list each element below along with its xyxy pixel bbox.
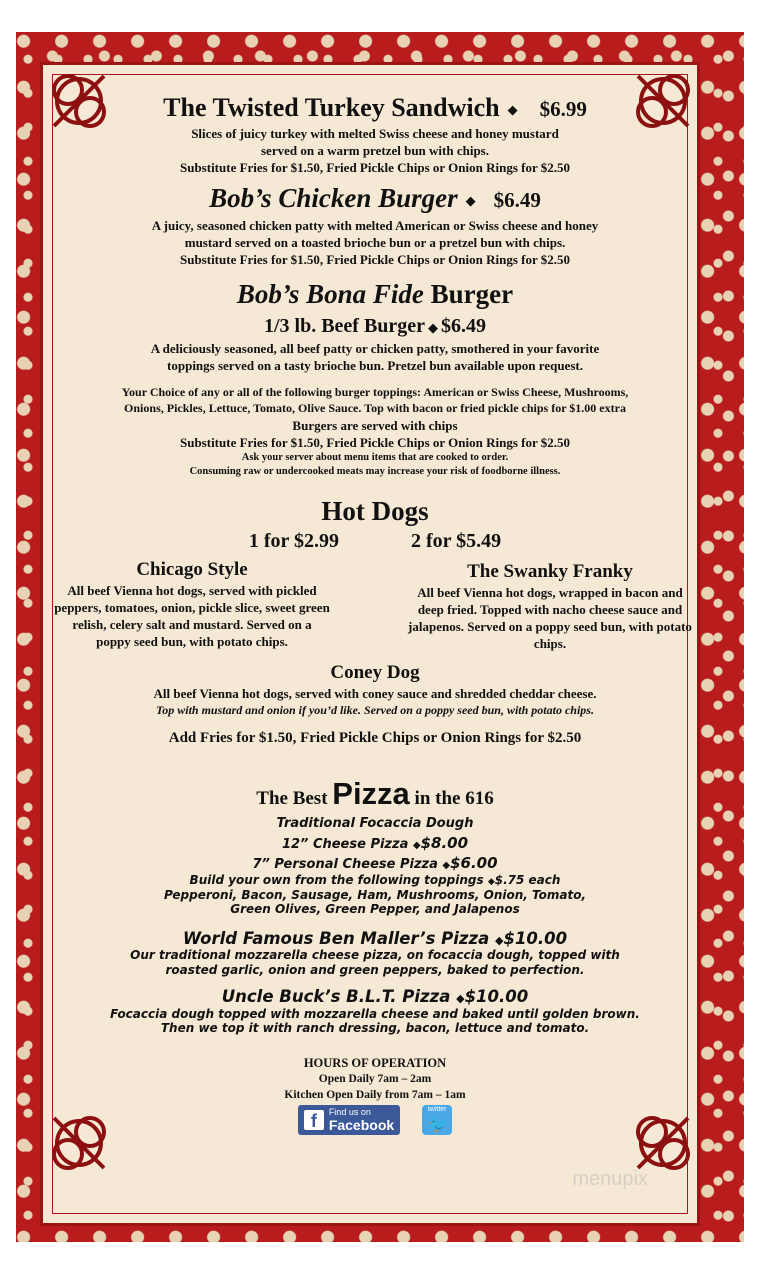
item-description: mustard served on a toasted brioche bun or a pretzel bun with chips. [184, 234, 566, 250]
open-hours: Open Daily 7am – 2am [318, 1072, 432, 1085]
item-description: All beef Vienna hot dogs, wrapped in bacon and [417, 585, 683, 601]
item-title: World Famous Ben Maller’s Pizza [182, 928, 490, 948]
coney-dog [60, 662, 690, 719]
item-description: jalapenos. Served on a poppy seed bun, with potato [408, 619, 692, 635]
watermark: menupix [572, 1168, 648, 1190]
bona-fide-burger-section [60, 278, 690, 479]
turkey-title-line [60, 92, 690, 123]
item-description: toppings served on a tasty brioche bun. Pretzel bun available upon request. [167, 357, 583, 373]
chicken-burger-section [60, 182, 690, 267]
diamond-icon: ◆ [456, 992, 465, 1006]
facebook-icon: f [304, 1110, 324, 1130]
item-title: The Swanky Franky [467, 561, 633, 583]
add-sides-note: Add Fries for $1.50, Fried Pickle Chips or Onion Rings for $2.50 [168, 729, 582, 746]
twitter-button[interactable] [422, 1105, 452, 1135]
facebook-button[interactable] [298, 1105, 400, 1135]
build-price: $.75 each [494, 872, 561, 887]
chicken-title-line [60, 182, 690, 214]
price-two: 2 for $5.49 [411, 530, 502, 553]
social-links [60, 1105, 690, 1135]
pizza-section [60, 775, 690, 1036]
build-your-own [60, 873, 690, 888]
item-description: roasted garlic, onion and green peppers, baked to perfection. [165, 962, 585, 977]
health-warning: Consuming raw or undercooked meats may increase your risk of foodborne illness. [189, 465, 561, 477]
item-description: Our traditional mozzarella cheese pizza, on focaccia dough, topped with [130, 948, 620, 963]
burger-title [60, 278, 690, 310]
item-description: deep fried. Topped with nacho cheese sauce and [417, 602, 683, 618]
toppings-choice: Your Choice of any or all of the following burger toppings: American or Swiss Cheese, Mushrooms, [121, 384, 629, 399]
swanky-franky [400, 559, 700, 652]
diamond-icon: ◆ [507, 102, 518, 118]
item-description: Then we top it with ranch dressing, bacon, lettuce and tomato. [160, 1021, 590, 1036]
item-price: $6.00 [450, 854, 498, 873]
item-title: Bob’s Chicken Burger [209, 183, 458, 214]
diamond-icon: ◆ [487, 876, 495, 887]
substitute-note: Substitute Fries for $1.50, Fried Pickle Chips or Onion Rings for $2.50 [179, 251, 570, 267]
item-price: $6.49 [441, 314, 487, 337]
substitute-note: Substitute Fries for $1.50, Fried Pickle Chips or Onion Rings for $2.50 [179, 160, 570, 176]
item-title: Coney Dog [330, 662, 420, 684]
blt-pizza-title [60, 987, 690, 1007]
hot-dogs-section [54, 495, 692, 747]
substitute-note: Substitute Fries for $1.50, Fried Pickle Chips or Onion Rings for $2.50 [179, 434, 570, 450]
item-price: $8.00 [420, 833, 469, 852]
item-price: $10.00 [503, 928, 568, 948]
price-one: 1 for $2.99 [248, 530, 339, 553]
item-description: All beef Vienna hot dogs, served with coney sauce and shredded cheddar cheese. [153, 685, 597, 701]
hotdog-columns [54, 559, 692, 652]
item-title: The Twisted Turkey Sandwich [163, 93, 500, 122]
diamond-icon: ◆ [495, 933, 504, 947]
item-description: A deliciously seasoned, all beef patty or chicken patty, smothered in your favorite [150, 340, 600, 356]
ben-maller-pizza-title [60, 929, 690, 949]
hours-title: HOURS OF OPERATION [303, 1055, 447, 1070]
item-title: 12” Cheese Pizza [281, 836, 409, 852]
item-description: All beef Vienna hot dogs, served with pickled [67, 583, 317, 599]
diamond-icon: ◆ [428, 319, 439, 335]
item-price: $6.99 [539, 97, 587, 121]
served-note: Burgers are served with chips [292, 417, 458, 433]
facebook-label [329, 1107, 394, 1133]
kitchen-hours: Kitchen Open Daily from 7am – 1am [284, 1088, 466, 1101]
burger-title-rest: Burger [430, 278, 514, 309]
toppings-choice: Onions, Pickles, Lettuce, Tomato, Olive Sauce. Top with bacon or fried pickle chips for $1.00 extra [124, 400, 626, 415]
toppings-list: Pepperoni, Bacon, Sausage, Ham, Mushrooms, Onion, Tomato, [163, 887, 587, 902]
diamond-icon: ◆ [465, 193, 476, 209]
dough-label: Traditional Focaccia Dough [276, 816, 474, 832]
item-description: relish, celery salt and mustard. Served on a [72, 617, 312, 633]
pizza-title-c: in the 616 [414, 787, 494, 809]
facebook-label-big: Facebook [328, 1116, 395, 1133]
turkey-section [60, 92, 690, 176]
item-description: served on a warm pretzel bun with chips. [261, 143, 489, 159]
item-description: Focaccia dough topped with mozzarella cheese and baked until golden brown. [110, 1006, 640, 1021]
item-description: poppy seed bun, with potato chips. [96, 634, 288, 650]
item-title: 7” Personal Cheese Pizza [252, 857, 438, 873]
pizza-title-b: Pizza [332, 775, 410, 811]
item-description: chips. [533, 636, 567, 652]
item-description: Slices of juicy turkey with melted Swiss cheese and honey mustard [191, 126, 559, 142]
chicago-style [42, 559, 342, 652]
burger-subtitle: 1/3 lb. Beef Burger [263, 314, 426, 337]
hotdog-prices [60, 529, 690, 553]
item-title: Chicago Style [136, 559, 248, 581]
item-title: Uncle Buck’s B.L.T. Pizza [221, 987, 451, 1007]
diamond-icon: ◆ [442, 860, 451, 872]
item-description: A juicy, seasoned chicken patty with melted American or Swiss cheese and honey [151, 217, 599, 233]
cheese-pizza-line [60, 834, 690, 853]
twitter-bird-icon: 🐦 [428, 1116, 449, 1134]
cooking-note: Ask your server about menu items that are cooked to order. [241, 451, 509, 463]
item-description: peppers, tomatoes, onion, pickle slice, sweet green [54, 600, 330, 616]
menu-content [54, 84, 692, 1135]
pizza-title [60, 775, 690, 812]
pizza-title-a: The Best [256, 787, 328, 809]
twitter-label: twitter [427, 1105, 447, 1113]
item-description: Top with mustard and onion if you’d like. Served on a poppy seed bun, with potato chips. [156, 702, 594, 717]
hours-section [60, 1056, 690, 1135]
build-label: Build your own from the following toppings [189, 872, 484, 887]
diamond-icon: ◆ [412, 839, 421, 851]
personal-pizza-line [60, 854, 690, 873]
facebook-label-small: Find us on [328, 1106, 371, 1117]
item-price: $6.49 [493, 188, 541, 213]
section-title: Hot Dogs [321, 495, 429, 526]
item-price: $10.00 [464, 987, 529, 1007]
toppings-list: Green Olives, Green Pepper, and Jalapenos [230, 902, 520, 917]
burger-subtitle-line [60, 314, 690, 338]
burger-title-italic: Bob’s Bona Fide [236, 278, 424, 309]
